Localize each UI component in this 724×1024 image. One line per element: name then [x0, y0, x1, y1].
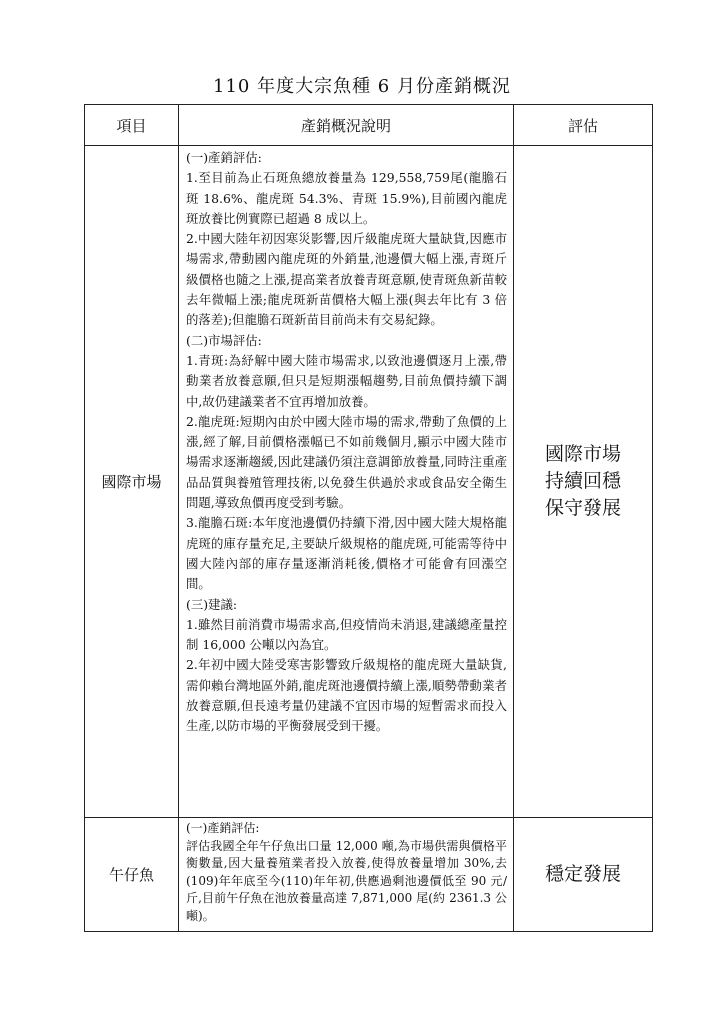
description-line: 2.龍虎斑:短期內由於中國大陸市場的需求,帶動了魚價的上漲,經了解,目前價格漲幅已不如前幾個月,顯示中國大陸市場需求逐漸趨緩,因此建議仍須注意調節放養量,同時注重產品品質與養殖管理技術,以免發生供過於求或食品安全衛生問題,導致魚價再度受到考驗。 — [186, 413, 507, 511]
description-line: 1.雖然目前消費市場需求高,但疫情尚未消退,建議總產量控制 16,000 公噸以內為宜。 — [186, 616, 507, 653]
evaluation-line: 國際市場 — [544, 443, 621, 465]
header-description: 產銷概況說明 — [179, 105, 514, 146]
header-item: 項目 — [85, 105, 179, 146]
description-line: (二)市場評估: — [186, 332, 262, 348]
document-title: 110 年度大宗魚種 6 月份產銷概況 — [213, 76, 511, 97]
row-evaluation — [514, 146, 653, 818]
table-row — [85, 146, 653, 818]
description-line: 評估我國全年午仔魚出口量 12,000 噸,為市場供需與價格平衡數量,因大量養殖業者投入放養,使得放養量增加 30%,去(109)年年底至今(110)年年初,供應過剩池邊價低至 90 元/斤,目前午仔魚在池放養量高達 7,871,000 尾(約 2361.3 公噸)。 — [186, 838, 507, 923]
row-description — [179, 146, 514, 818]
table-row — [85, 818, 653, 932]
row-description — [179, 818, 514, 932]
table-header-row — [85, 105, 653, 146]
report-table — [84, 104, 653, 932]
description-line: 2.年初中國大陸受寒害影響致斤級規格的龍虎斑大量缺貨,需仰賴台灣地區外銷,龍虎斑池邊價持續上漲,順勢帶動業者放養意願,但長遠考量仍建議不宜因市場的短暫需求而投入生產,以防市場的平衡發展受到干擾。 — [186, 657, 507, 734]
evaluation-line: 穩定發展 — [544, 863, 621, 885]
description-line: (一)產銷評估: — [186, 150, 262, 165]
row-evaluation — [514, 818, 653, 932]
evaluation-line: 持續回穩 — [544, 470, 621, 492]
description-line: (一)產銷評估: — [186, 821, 260, 835]
row-item-label: 午仔魚 — [85, 818, 179, 932]
evaluation-line: 保守發展 — [544, 497, 621, 519]
row-item-label: 國際市場 — [85, 146, 179, 818]
description-line: (三)建議: — [186, 596, 238, 612]
header-evaluation: 評估 — [514, 105, 653, 146]
description-line: 3.龍膽石斑:本年度池邊價仍持續下滑,因中國大陸大規格龍虎斑的庫存量充足,主要缺斤級規格的龍虎斑,可能需等待中國大陸內部的庫存量逐漸消耗後,價格才可能會有回漲空間。 — [186, 515, 507, 592]
description-line: 1.青斑:為紓解中國大陸市場需求,以致池邊價逐月上漲,帶動業者放養意願,但只是短期漲幅趨勢,目前魚價持續下調中,故仍建議業者不宜再增加放養。 — [186, 352, 507, 409]
description-line: 1.至目前為止石斑魚總放養量為 129,558,759尾(龍膽石斑 18.6%、龍虎斑 54.3%、青斑 15.9%),目前國內龍虎斑放養比例實際已超過 8 成以上。 — [186, 170, 507, 226]
description-line: 2.中國大陸年初因寒災影響,因斤級龍虎斑大量缺貨,因應市場需求,帶動國內龍虎斑的外銷量,池邊價大幅上漲,青斑斤級價格也隨之上漲,提高業者放養青斑意願,使青斑魚新苗較去年微幅上漲;龍虎斑新苗價格大幅上漲(與去年比有 3 倍的落差);但龍膽石斑新苗目前尚未有交易紀錄。 — [186, 231, 507, 328]
